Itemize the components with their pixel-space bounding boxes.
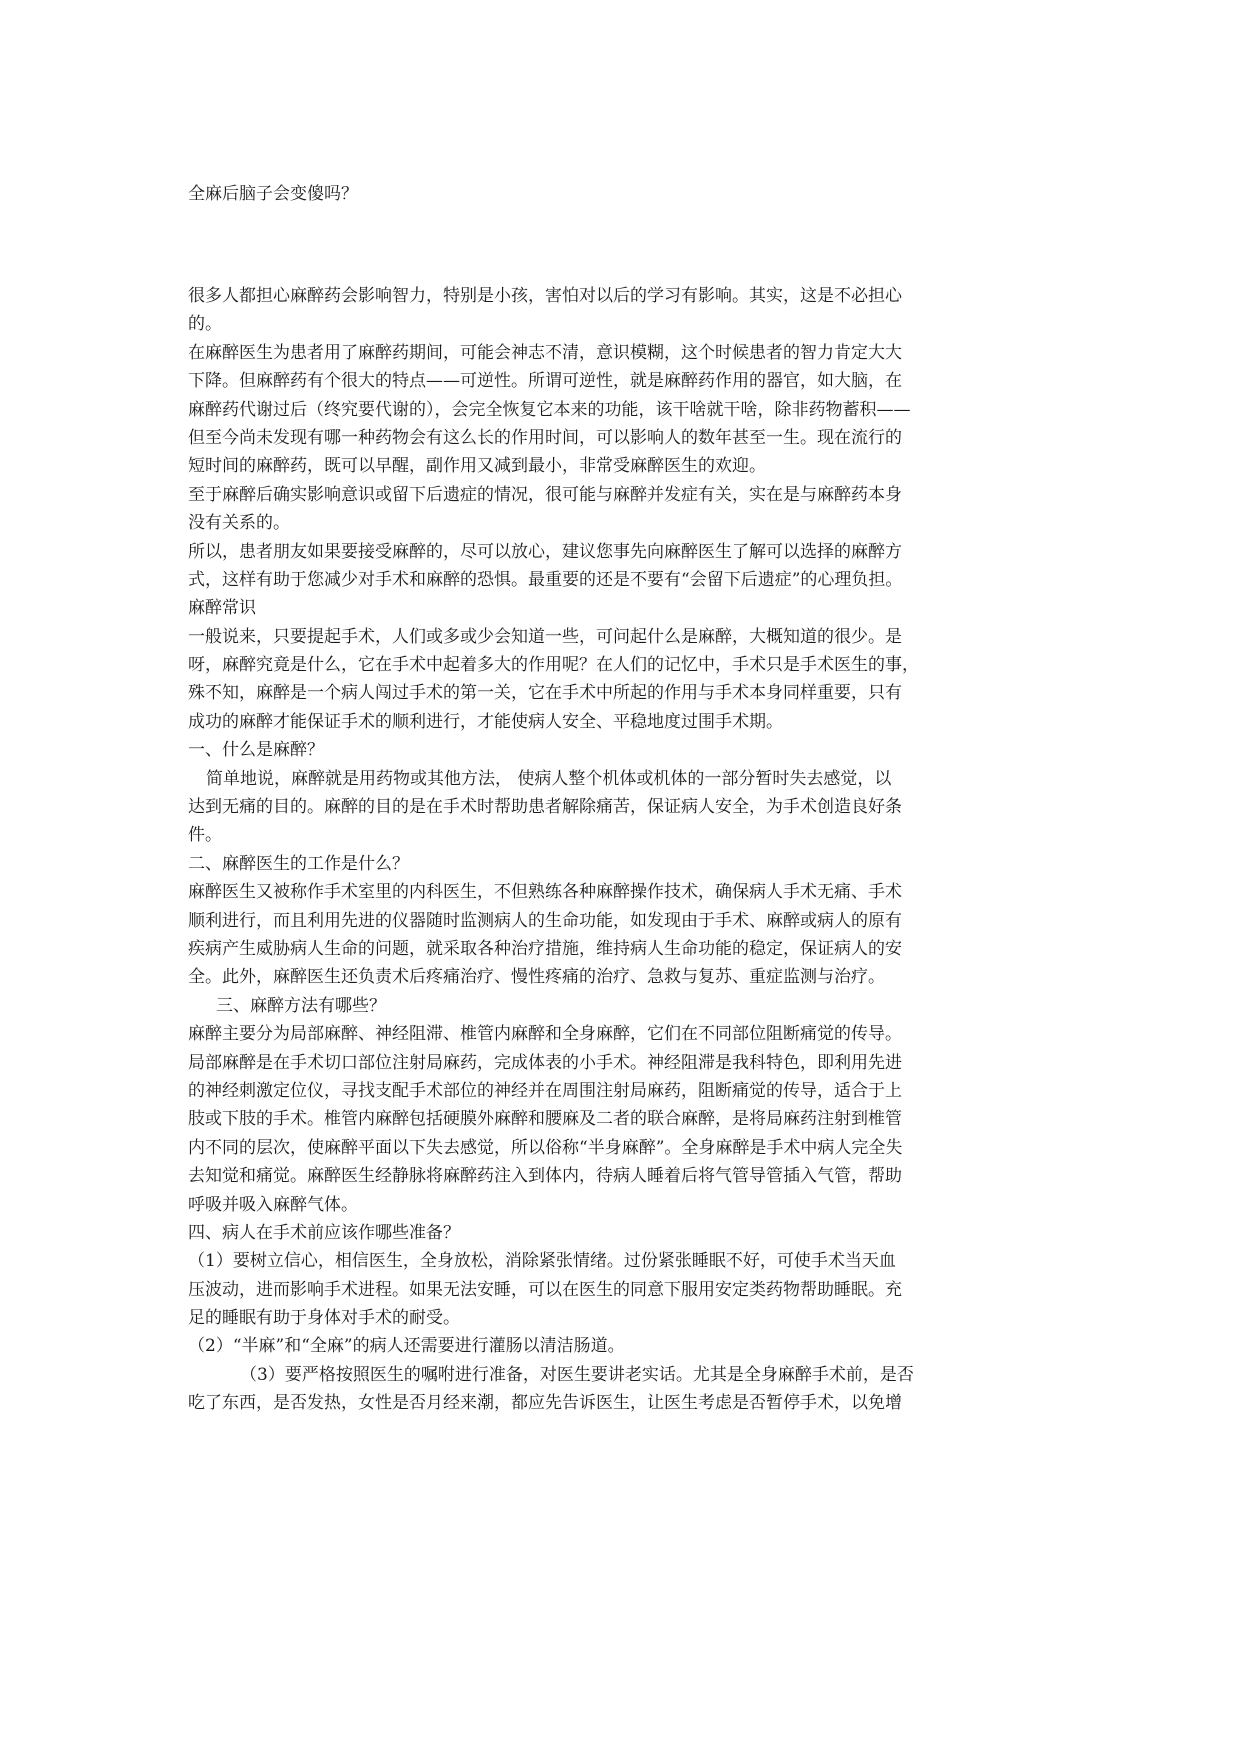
text-line: 在麻醉医生为患者用了麻醉药期间，可能会神志不清，意识模糊，这个时候患者的智力肯定大大 bbox=[188, 342, 902, 363]
text-line: 局部麻醉是在手术切口部位注射局麻药，完成体表的小手术。神经阻滞是我科特色，即利用先进 bbox=[188, 1052, 902, 1073]
text-line: 呀，麻醉究竟是什么，它在手术中起着多大的作用呢？在人们的记忆中，手术只是手术医生的事， bbox=[188, 655, 919, 676]
text-line: 没有关系的。 bbox=[188, 513, 290, 534]
text-line: 很多人都担心麻醉药会影响智力，特别是小孩，害怕对以后的学习有影响。其实，这是不必担心 bbox=[188, 286, 902, 306]
text-line: 呼吸并吸入麻醉气体。 bbox=[188, 1194, 358, 1215]
text-line: 件。 bbox=[188, 825, 222, 846]
text-line: 四、病人在手术前应该作哪些准备？ bbox=[188, 1222, 460, 1243]
text-line: 简单地说，麻醉就是用药物或其他方法， 使病人整个机体或机体的一部分暂时失去感觉，以 bbox=[206, 768, 892, 789]
text-line: 麻醉常识 bbox=[188, 598, 256, 619]
text-line: 足的睡眠有助于身体对手术的耐受。 bbox=[188, 1308, 460, 1329]
document-body bbox=[188, 282, 1058, 1418]
text-line: 但至今尚未发现有哪一种药物会有这么长的作用时间，可以影响人的数年甚至一生。现在流行的 bbox=[188, 427, 902, 448]
text-line: 的。 bbox=[188, 314, 222, 335]
text-line: 的神经刺激定位仪，寻找支配手术部位的神经并在周围注射局麻药，阻断痛觉的传导，适合于上 bbox=[188, 1080, 902, 1101]
text-line: 去知觉和痛觉。麻醉医生经静脉将麻醉药注入到体内，待病人睡着后将气管导管插入气管，帮助 bbox=[188, 1166, 902, 1187]
text-line: 顺利进行，而且利用先进的仪器随时监测病人的生命功能，如发现由于手术、麻醉或病人的原有 bbox=[188, 910, 902, 931]
text-line: 肢或下肢的手术。椎管内麻醉包括硬膜外麻醉和腰麻及二者的联合麻醉，是将局麻药注射到椎管 bbox=[188, 1109, 902, 1130]
text-line: 至于麻醉后确实影响意识或留下后遗症的情况，很可能与麻醉并发症有关，实在是与麻醉药本身 bbox=[188, 484, 902, 505]
text-line: 麻醉主要分为局部麻醉、神经阻滞、椎管内麻醉和全身麻醉，它们在不同部位阻断痛觉的传导。 bbox=[188, 1024, 902, 1045]
text-line: 吃了东西，是否发热，女性是否月经来潮，都应先告诉医生，让医生考虑是否暂停手术，以免增 bbox=[188, 1393, 902, 1414]
text-line: 压波动，进而影响手术进程。如果无法安睡，可以在医生的同意下服用安定类药物帮助睡眠。充 bbox=[188, 1279, 902, 1300]
text-line: 式，这样有助于您减少对手术和麻醉的恐惧。最重要的还是不要有“会留下后遗症”的心理负担。 bbox=[188, 569, 903, 590]
text-line: 三、麻醉方法有哪些？ bbox=[216, 995, 386, 1016]
text-line: 疾病产生威胁病人生命的问题，就采取各种治疗措施，维持病人生命功能的稳定，保证病人的安 bbox=[188, 938, 902, 959]
text-line: 二、麻醉医生的工作是什么？ bbox=[188, 853, 409, 874]
text-line: 短时间的麻醉药，既可以早醒，副作用又减到最小，非常受麻醉医生的欢迎。 bbox=[188, 456, 766, 477]
text-line: 麻醉医生又被称作手术室里的内科医生，不但熟练各种麻醉操作技术，确保病人手术无痛、手术 bbox=[188, 882, 902, 903]
text-line: 麻醉药代谢过后（终究要代谢的），会完全恢复它本来的功能，该干啥就干啥，除非药物蓄积—— bbox=[188, 399, 911, 420]
text-line: （3）要严格按照医生的嘱咐进行准备，对医生要讲老实话。尤其是全身麻醉手术前，是否 bbox=[240, 1364, 914, 1385]
text-line: 下降。但麻醉药有个很大的特点——可逆性。所谓可逆性，就是麻醉药作用的器官，如大脑，在 bbox=[188, 371, 902, 392]
text-line: （1）要树立信心，相信医生，全身放松，消除紧张情绪。过份紧张睡眠不好，可使手术当天血 bbox=[188, 1251, 896, 1272]
document-title: 全麻后脑子会变傻吗？ bbox=[188, 184, 358, 204]
text-line: 一、什么是麻醉？ bbox=[188, 740, 324, 761]
document-page bbox=[188, 0, 1058, 1754]
text-line: 内不同的层次，使麻醉平面以下失去感觉，所以俗称“半身麻醉”。全身麻醉是手术中病人完全失 bbox=[188, 1137, 903, 1158]
text-line: 全。此外，麻醉医生还负责术后疼痛治疗、慢性疼痛的治疗、急救与复苏、重症监测与治疗。 bbox=[188, 967, 885, 988]
text-line: （2）“半麻”和“全麻”的病人还需要进行灌肠以清洁肠道。 bbox=[188, 1336, 625, 1357]
text-line: 殊不知，麻醉是一个病人闯过手术的第一关，它在手术中所起的作用与手术本身同样重要，只有 bbox=[188, 683, 902, 704]
text-line: 所以，患者朋友如果要接受麻醉的，尽可以放心，建议您事先向麻醉医生了解可以选择的麻醉方 bbox=[188, 541, 902, 562]
text-line: 达到无痛的目的。麻醉的目的是在手术时帮助患者解除痛苦，保证病人安全，为手术创造良好条 bbox=[188, 797, 902, 818]
text-line: 一般说来，只要提起手术，人们或多或少会知道一些，可问起什么是麻醉，大概知道的很少。是 bbox=[188, 626, 902, 647]
text-line: 成功的麻醉才能保证手术的顺利进行，才能使病人安全、平稳地度过围手术期。 bbox=[188, 711, 783, 732]
